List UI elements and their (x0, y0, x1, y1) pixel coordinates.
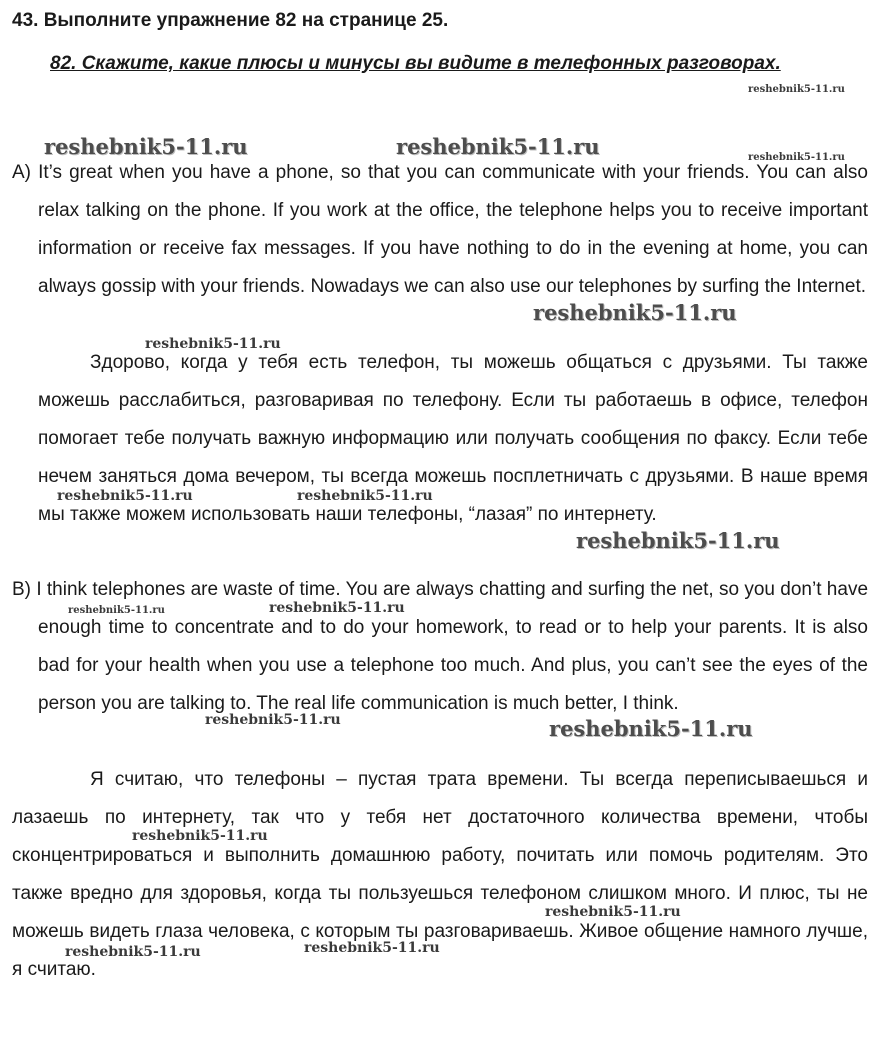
answer-b-russian: Я считаю, что телефоны – пустая трата времени. Ты всегда переписываешься и лазаешь по интернету, так что у тебя нет достаточного количества времени, чтобы сконцентрироваться и выполнить домашнюю работу, почитать или помочь родителям. Это также вредно для здоровья, когда ты пользуешься телефоном слишком много. И плюс, ты не можешь видеть глаза человека, с которым ты разговариваешь. Живое общение намного лучше, я считаю. (12, 769, 868, 980)
watermark: reshebnik5-11.ru (396, 134, 600, 159)
answer-b-marker: B) (12, 579, 31, 600)
exercise-prompt: 82. Скажите, какие плюсы и минусы вы видите в телефонных разговорах. (50, 53, 781, 74)
watermark: reshebnik5-11.ru (145, 336, 281, 352)
watermark: reshebnik5-11.ru (205, 712, 341, 728)
watermark: reshebnik5-11.ru (304, 940, 440, 956)
watermark: reshebnik5-11.ru (65, 944, 201, 960)
answer-a-russian: Здорово, когда у тебя есть телефон, ты можешь общаться с друзьями. Ты также можешь расслабиться, разговаривая по телефону. Если ты работаешь в офисе, телефон помогает тебе получать важную информацию или получать сообщения по факсу. Если тебе нечем заняться дома вечером, ты всегда можешь посплетничать с друзьями. В наше время мы также можем использовать наши телефоны, “лазая” по интернету. (38, 352, 868, 525)
watermark: reshebnik5-11.ru (533, 300, 737, 325)
watermark: reshebnik5-11.ru (44, 134, 248, 159)
answer-b-english-text: I think telephones are waste of time. You are always chatting and surfing the net, so you don’t have enough time to concentrate and to do your homework, to read or to help your parents. It is also bad for your health when you use a telephone too much. And plus, you can’t see the eyes of the person you are talking to. The real life communication is much better, I think. (36, 579, 869, 714)
answer-b-english (12, 571, 868, 723)
watermark: reshebnik5-11.ru (748, 152, 845, 163)
watermark: reshebnik5-11.ru (132, 828, 268, 844)
watermark: reshebnik5-11.ru (576, 528, 780, 553)
watermark: reshebnik5-11.ru (57, 488, 193, 504)
answer-a-english (12, 154, 868, 306)
task-title: 43. Выполните упражнение 82 на странице 25. (12, 10, 449, 31)
watermark: reshebnik5-11.ru (549, 716, 753, 741)
answer-a-english-text: It’s great when you have a phone, so that you can communicate with your friends. You can also relax talking on the phone. If you work at the office, the telephone helps you to receive important information or receive fax messages. If you have nothing to do in the evening at home, you can always gossip with your friends. Nowadays we can also use our telephones by surfing the Internet. (38, 162, 868, 297)
watermark: reshebnik5-11.ru (297, 488, 433, 504)
watermark: reshebnik5-11.ru (269, 600, 405, 616)
watermark: reshebnik5-11.ru (748, 84, 845, 95)
watermark: reshebnik5-11.ru (68, 605, 165, 616)
watermark: reshebnik5-11.ru (545, 904, 681, 920)
answer-a-marker: A) (12, 162, 31, 183)
